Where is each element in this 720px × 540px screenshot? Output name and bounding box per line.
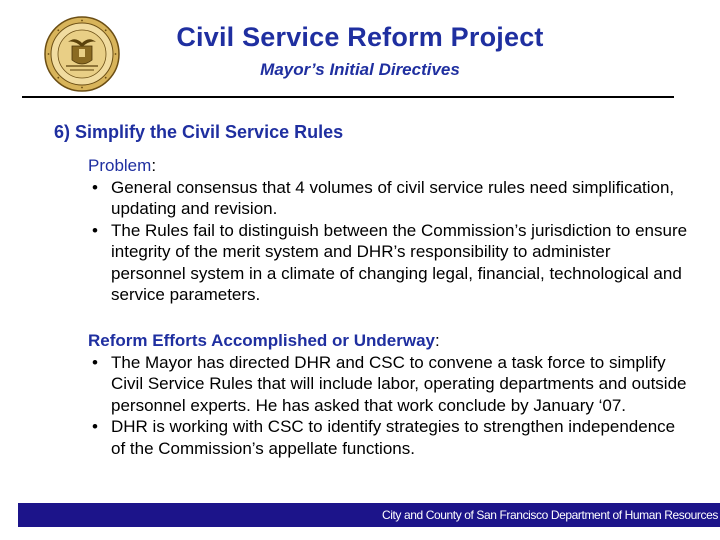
page-subtitle: Mayor’s Initial Directives (260, 60, 460, 79)
page-title: Civil Service Reform Project (176, 22, 544, 52)
list-item (88, 352, 688, 417)
header-divider (22, 96, 674, 98)
bullet-text: General consensus that 4 volumes of civil service rules need simplification, updating and revision. (111, 177, 675, 218)
reform-heading (88, 330, 688, 352)
bullet-icon: • (92, 352, 98, 372)
bullet-icon: • (92, 177, 98, 197)
list-item (88, 177, 688, 220)
list-item (88, 220, 688, 306)
bullet-icon: • (92, 417, 98, 436)
footer-bar (18, 503, 720, 527)
bullet-text: The Mayor has directed DHR and CSC to convene a task force to simplify Civil Service Rules that will include labor, operating departments and outside personnel experts. He has asked that work conclude by January ‘07. (111, 352, 687, 415)
list-item (88, 416, 688, 459)
bullet-text: DHR is working with CSC to identify strategies to strengthen independence of the Commission’s appellate functions. (111, 417, 676, 458)
reform-section (88, 330, 688, 459)
problem-heading (88, 155, 688, 177)
problem-colon: : (151, 156, 157, 175)
problem-section (88, 155, 688, 306)
problem-label: Problem (88, 156, 152, 175)
problem-bullets (88, 177, 688, 306)
bullet-icon: • (92, 220, 98, 240)
footer-text: City and County of San Francisco Department of Human Resources (381, 508, 718, 522)
section-heading: 6) Simplify the Civil Service Rules (54, 122, 344, 142)
reform-label: Reform Efforts Accomplished or Underway (88, 331, 435, 350)
reform-bullets (88, 352, 688, 460)
bullet-text: The Rules fail to distinguish between the Commission’s jurisdiction to ensure integrity of the merit system and DHR’s responsibility to administer personnel system in a climate of changing legal, financial, technological and service parameters. (111, 220, 688, 304)
reform-colon: : (435, 331, 440, 350)
